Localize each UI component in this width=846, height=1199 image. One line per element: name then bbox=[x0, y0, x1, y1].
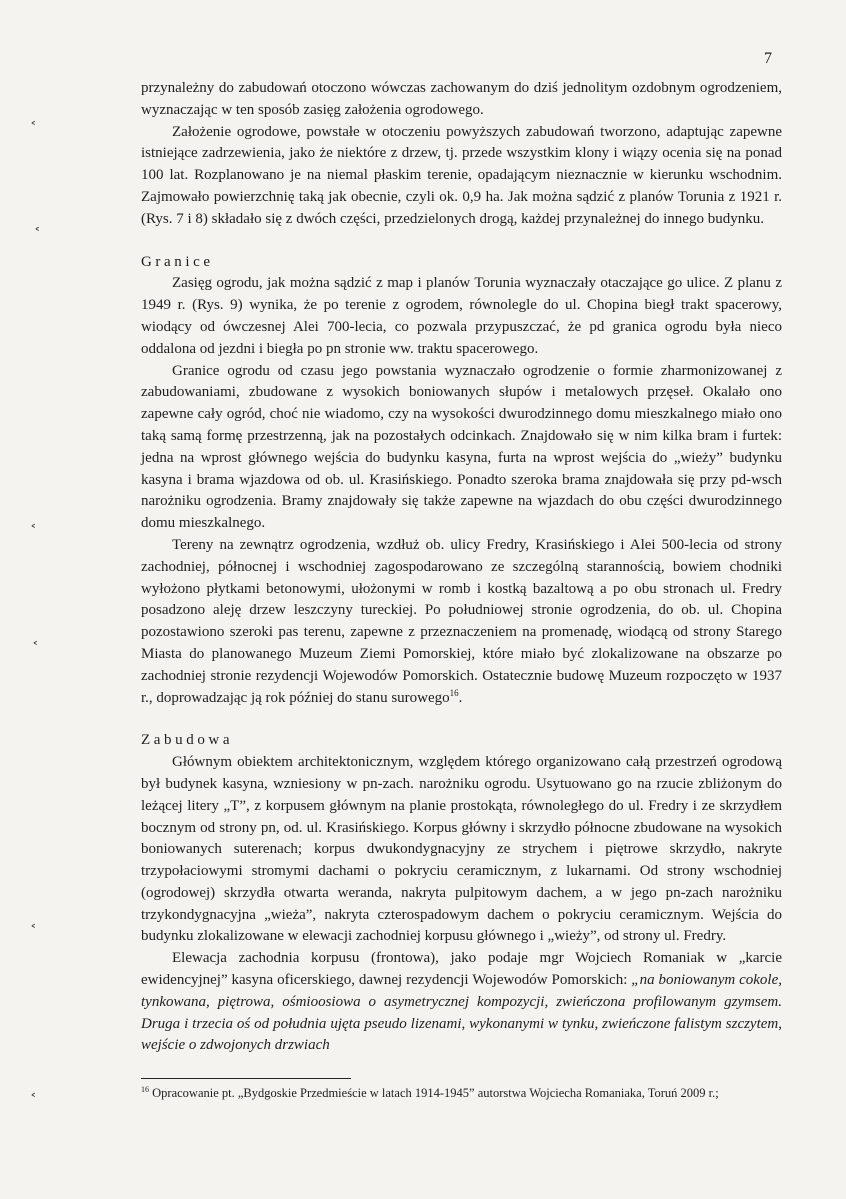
footnote-number: 16 bbox=[141, 1084, 149, 1094]
margin-mark-3: ˂ bbox=[30, 524, 37, 539]
paragraph-7-text: Elewacja zachodnia korpusu (frontowa), jako podaje mgr Wojciech Romaniak w „karcie ewidencyjnej” kasyna oficerskiego, dawnej rezydencji Wojewodów Pomorskich: bbox=[141, 950, 782, 989]
footnote-reference: 16 bbox=[449, 687, 459, 698]
paragraph-1: przynależny do zabudowań otoczono wówczas zachowanym do dziś jednolitym ozdobnym ogrodzeniem, wyznaczając w ten sposób zasięg założenia ogrodowego. bbox=[141, 80, 782, 118]
page-number: 7 bbox=[764, 50, 772, 67]
margin-mark-6: ˂ bbox=[30, 1093, 37, 1108]
paragraph-7-quote: „na boniowanym cokole, tynkowana, piętrowa, ośmioosiowa o asymetrycznej kompozycji, zwieńczona profilowanym gzymsem. Druga i trzecia oś od południa ujęta pseudo lizenami, wykonanymi w tynku, zwieńczone falistym szczytem, wejście o zdwojonych drzwiach bbox=[141, 972, 782, 1054]
paragraph-7 bbox=[141, 948, 782, 1057]
margin-mark-1: ˂ bbox=[30, 121, 37, 136]
margin-mark-5: ˂ bbox=[30, 924, 37, 939]
margin-mark-4: ˂ bbox=[32, 641, 39, 656]
paragraph-2: Założenie ogrodowe, powstałe w otoczeniu powyższych zabudowań tworzono, adaptując zapewne istniejące zadrzewienia, jako że niektóre z drzew, tj. przede wszystkim klony i wiązy ocenia się na ponad 100 lat. Rozplanowano je na niemal płaskim terenie, opadającym nieznacznie w kierunku wschodnim. Zajmowało powierzchnię taką jak obecnie, czyli ok. 0,9 ha. Jak można sądzić z planów Torunia z 1921 r. (Rys. 7 i 8) składało się z dwóch części, przedzielonych drogą, każdej przynależnej do innego budynku. bbox=[141, 123, 782, 227]
footnote-separator bbox=[141, 1078, 351, 1079]
footnote-text: Opracowanie pt. „Bydgoskie Przedmieście w latach 1914-1945” autorstwa Wojciecha Romaniaka, Toruń 2009 r.; bbox=[149, 1086, 719, 1100]
footnote bbox=[141, 1084, 781, 1102]
paragraph-5-text: Tereny na zewnątrz ogrodzenia, wzdłuż ob. ulicy Fredry, Krasińskiego i Alei 500-lecia od strony zachodniej, północnej i wschodniej zagospodarowano ze szczególną starannością, bowiem chodniki wyłożono płytkami betonowymi, ułożonymi w romb i kostką bazaltową a po obu stronach ul. Fredry posadzono aleję drzew leszczyny tureckiej. Po południowej stronie ogrodzenia, do ob. ul. Chopina pozostawiono szeroki pas terenu, zapewne z przeznaczeniem na promenadę, wiodącą od strony Starego Miasta do planowanego Muzeum Ziemi Pomorskiej, które miało być zlokalizowane na obszarze po zachodniej stronie rezydencji Wojewodów Pomorskich. Ostatecznie budowę Muzeum rozpoczęto w 1937 r., doprowadzając ją rok później do stanu surowego bbox=[141, 536, 782, 706]
section-heading-zabudowa: Zabudowa bbox=[141, 732, 234, 749]
paragraph-6: Głównym obiektem architektonicznym, względem którego organizowano całą przestrzeń ogrodową był budynek kasyna, wzniesiony w pn-zach. narożniku ogrodu. Usytuowano go na rzucie zbliżonym do leżącej litery „T”, z korpusem głównym na planie prostokąta, równoległego do ul. Fredry i ze skrzydłem bocznym od strony pn, od. ul. Krasińskiego. Korpus główny i skrzydło północne zbudowane na wysokich boniowanych suterenach; korpus dwukondygnacyjny ze strychem i piętrowe skrzydło, nakryte trzypołaciowymi stromymi dachami o pokryciu ceramicznym, z lukarnami. Od strony wschodniej (ogrodowej) skrzydła otwarta weranda, nakryta pulpitowym dachem, a w jego pn-zach narożniku trzykondygnacyjna „wieża”, nakryta czterospadowym dachem o pokryciu ceramicznym. Wejścia do budynku zlokalizowane w elewacji zachodniej korpusu głównego i „wieży”, od strony ul. Fredry. bbox=[141, 754, 782, 945]
body-text bbox=[141, 78, 782, 1057]
section-heading-granice: Granice bbox=[141, 253, 214, 270]
paragraph-5-end: . bbox=[458, 689, 463, 706]
paragraph-3: Zasięg ogrodu, jak można sądzić z map i planów Torunia wyznaczały otaczające go ulice. Z planu z 1949 r. (Rys. 9) wynika, że po terenie z ogrodem, równolegle do ul. Chopina biegł trakt spacerowy, wiodący od ówczesnej Alei 700-lecia, co pozwala przypuszczać, że pd granica ogrodu była nieco oddalona od jezdni i biegła po pn stronie ww. traktu spacerowego. bbox=[141, 275, 782, 357]
paragraph-4: Granice ogrodu od czasu jego powstania wyznaczało ogrodzenie o formie zharmonizowanej z zabudowaniami, zbudowane z wysokich boniowanych słupów i metalowych przęseł. Okalało ono zapewne cały ogród, choć nie wiadomo, czy na wysokości dwurodzinnego domu mieszkalnego miało ono taką samą formę przestrzenną, jak na pozostałych odcinkach. Znajdowało się w nim kilka bram i furtek: jedna na wprost głównego wejścia do budynku kasyna, furta na wprost wejścia do „wieży” budynku kasyna i brama wjazdowa od ob. ul. Krasińskiego. Ponadto szeroka brama znajdowała się przy pd-wsch narożniku ogrodzenia. Bramy znajdowały się także zapewne na wjazdach do obu części dwurodzinnego domu mieszkalnego. bbox=[141, 362, 782, 532]
paragraph-5 bbox=[141, 535, 782, 709]
margin-mark-2: ˂ bbox=[34, 227, 41, 242]
